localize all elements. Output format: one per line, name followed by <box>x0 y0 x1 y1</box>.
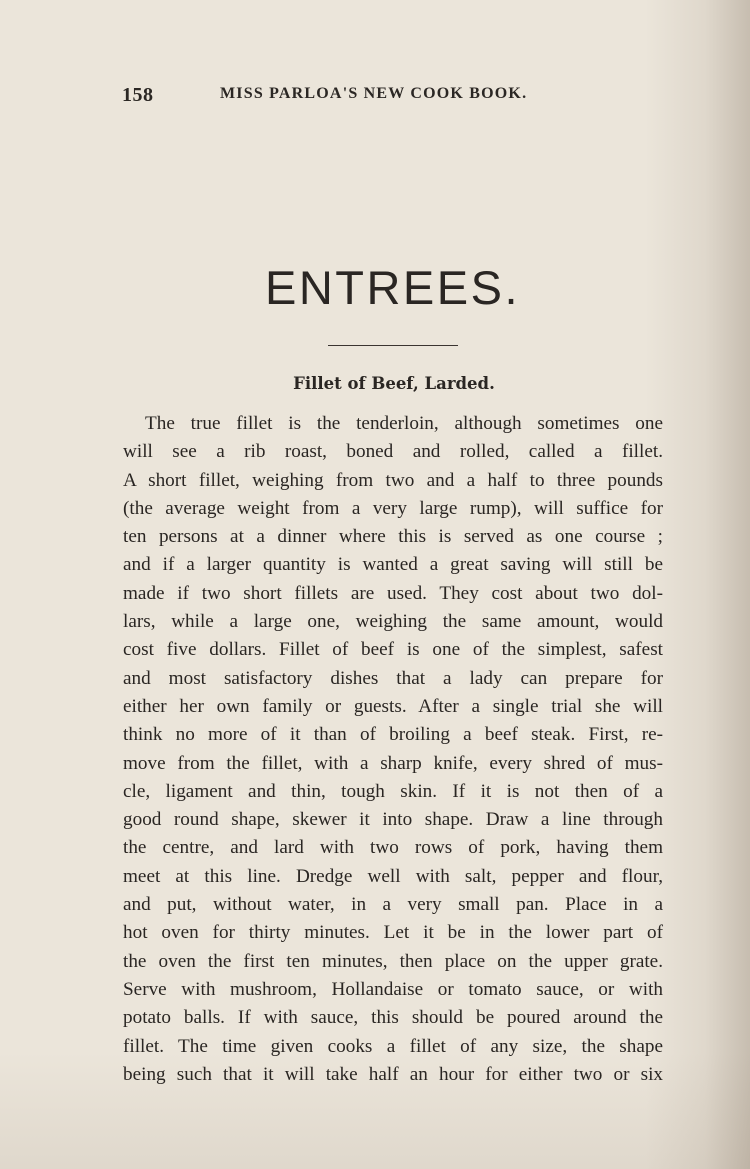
body-line: the oven the first ten minutes, then place on the upper grate. <box>123 950 663 972</box>
body-line: cost five dollars. Fillet of beef is one of the simplest, safest <box>123 639 663 661</box>
body-line: will see a rib roast, boned and rolled, called a fillet. <box>123 441 663 463</box>
body-line: think no more of it than of broiling a beef steak. First, re- <box>123 724 663 746</box>
body-line: being such that it will take half an hour for either two or six <box>123 1063 663 1085</box>
body-line: and most satisfactory dishes that a lady can prepare for <box>123 667 663 689</box>
title-rule <box>328 345 458 346</box>
body-line: either her own family or guests. After a single trial she will <box>123 695 663 717</box>
body-line: (the average weight from a very large rump), will suffice for <box>123 497 663 519</box>
page-number: 158 <box>122 84 154 106</box>
body-line: and put, without water, in a very small pan. Place in a <box>123 894 663 916</box>
running-head <box>122 84 562 108</box>
body-line: meet at this line. Dredge well with salt, pepper and flour, <box>123 865 663 887</box>
body-line: made if two short fillets are used. They cost about two dol- <box>123 582 663 604</box>
book-title: MISS PARLOA'S NEW COOK BOOK. <box>220 85 528 102</box>
body-line: Serve with mushroom, Hollandaise or tomato sauce, or with <box>123 978 663 1000</box>
body-line: potato balls. If with sauce, this should be poured around the <box>123 1007 663 1029</box>
body-paragraph <box>123 410 663 1089</box>
body-line: move from the fillet, with a sharp knife, every shred of mus- <box>123 752 663 774</box>
section-heading: Fillet of Beef, Larded. <box>293 374 495 393</box>
body-line: lars, while a large one, weighing the same amount, would <box>123 611 663 633</box>
body-line: the centre, and lard with two rows of pork, having them <box>123 837 663 859</box>
body-line: hot oven for thirty minutes. Let it be in the lower part of <box>123 922 663 944</box>
chapter-title: ENTREES. <box>264 261 521 314</box>
body-line: A short fillet, weighing from two and a half to three pounds <box>123 469 663 491</box>
body-line: and if a larger quantity is wanted a great saving will still be <box>123 554 663 576</box>
body-line: fillet. The time given cooks a fillet of any size, the shape <box>123 1035 663 1057</box>
body-line: good round shape, skewer it into shape. Draw a line through <box>123 809 663 831</box>
body-line: ten persons at a dinner where this is served as one course ; <box>123 526 663 548</box>
body-line: cle, ligament and thin, tough skin. If it is not then of a <box>123 780 663 802</box>
body-line: The true fillet is the tenderloin, although sometimes one <box>145 413 663 434</box>
